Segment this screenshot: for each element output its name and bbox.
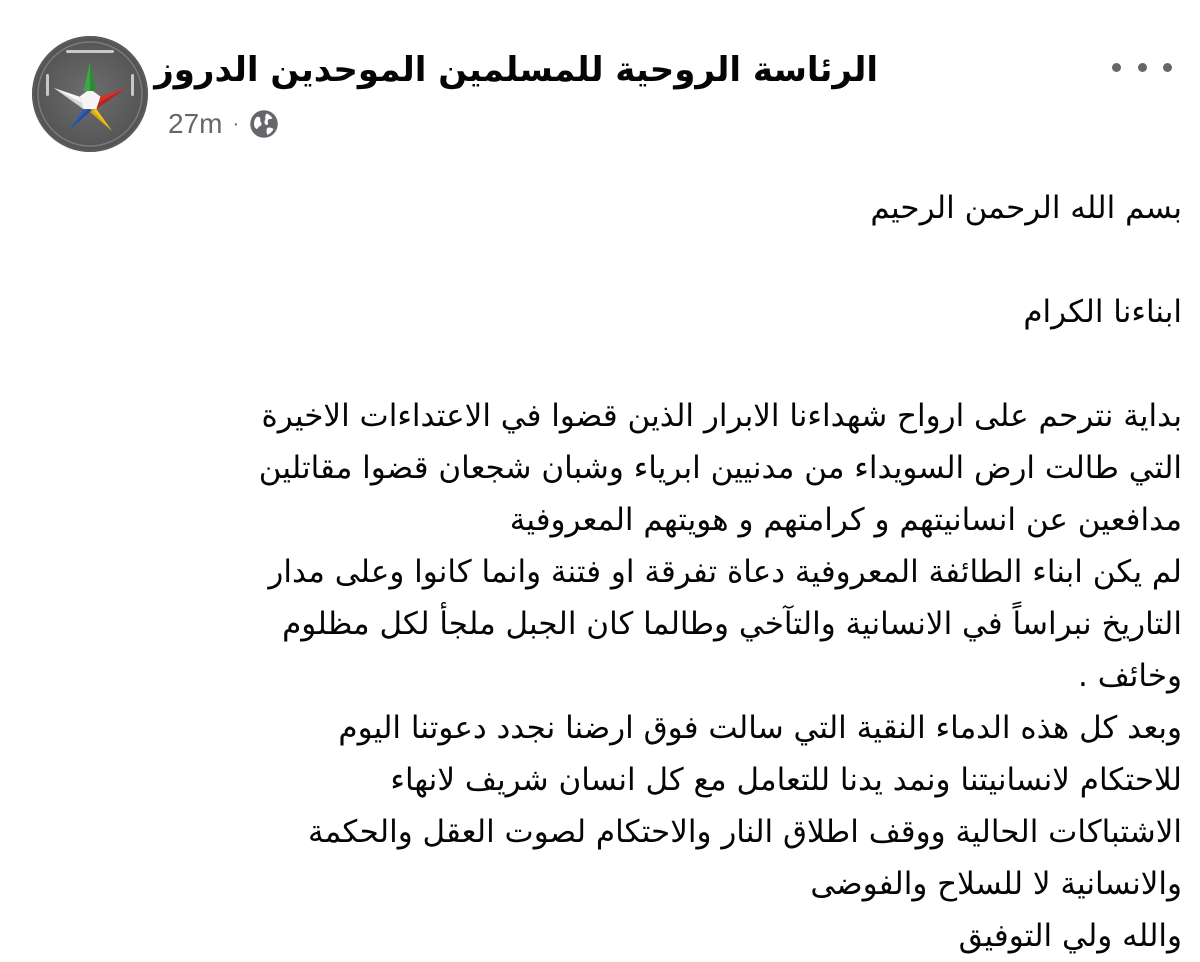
five-pointed-star-logo-icon [32, 36, 148, 152]
blank-line [22, 234, 1182, 286]
post-body [22, 182, 1182, 962]
blank-line [22, 338, 1182, 390]
post-text-line: بداية نترحم على ارواح شهداءنا الابرار الذين قضوا في الاعتداءات الاخيرة [261, 398, 1182, 434]
more-options-icon [1112, 63, 1121, 72]
post-text-line: لم يكن ابناء الطائفة المعروفية دعاة تفرقة او فتنة وانما كانوا وعلى مدار [268, 554, 1182, 590]
more-options-icon [1163, 63, 1172, 72]
post-header [0, 0, 1200, 170]
post-text-line: الاشتباكات الحالية ووقف اطلاق النار والاحتكام لصوت العقل والحكمة [307, 814, 1182, 850]
post-text-line: بسم الله الرحمن الرحيم [870, 190, 1182, 226]
post-text-line: وبعد كل هذه الدماء النقية التي سالت فوق ارضنا نجدد دعوتنا اليوم [338, 710, 1182, 746]
post-text-line: وخائف . [1077, 658, 1182, 694]
post-text-line: والانسانية لا للسلاح والفوضى [810, 866, 1182, 902]
page-name[interactable]: الرئاسة الروحية للمسلمين الموحدين الدروز [154, 50, 878, 90]
more-options-icon [1138, 63, 1147, 72]
globe-icon[interactable] [249, 109, 279, 139]
meta-separator: · [232, 112, 240, 135]
post-text-line: التاريخ نبراساً في الانسانية والتآخي وطالما كان الجبل ملجأ لكل مظلوم [282, 606, 1182, 642]
post-text-line: مدافعين عن انسانيتهم و كرامتهم و هويتهم المعروفية [509, 502, 1182, 538]
post-text-line: ابناءنا الكرام [1023, 294, 1182, 330]
post-text-line: للاحتكام لانسانيتنا ونمد يدنا للتعامل مع كل انسان شريف لانهاء [390, 762, 1182, 798]
page-avatar[interactable] [32, 36, 148, 152]
post-timestamp[interactable]: 27m [168, 108, 223, 139]
post-meta [168, 106, 279, 142]
more-options-button[interactable] [1112, 50, 1172, 84]
post-text-line: التي طالت ارض السويداء من مدنيين ابرياء وشبان شجعان قضوا مقاتلين [258, 450, 1182, 486]
post-text-line: والله ولي التوفيق [958, 918, 1182, 954]
